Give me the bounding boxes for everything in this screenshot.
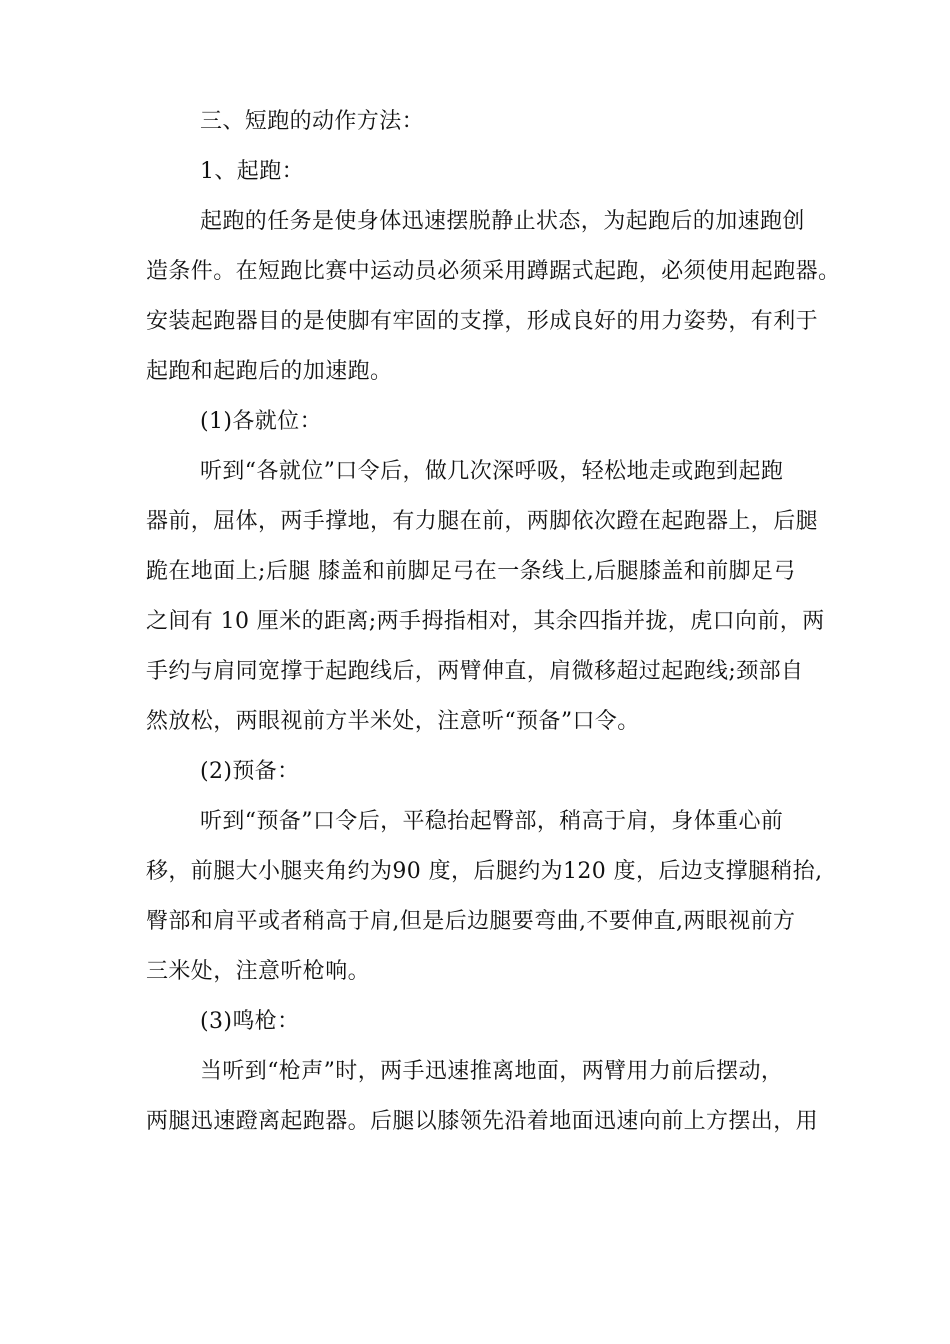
paragraph-line: 之间有 10 厘米的距离;两手拇指相对，其余四指并拢，虎口向前，两 — [146, 609, 825, 634]
paragraph-line: 跪在地面上;后腿 膝盖和前脚足弓在一条线上,后腿膝盖和前脚足弓 — [146, 559, 796, 584]
step-title: (3)鸣枪： — [200, 1009, 300, 1034]
paragraph-line: 听到“各就位”口令后，做几次深呼吸，轻松地走或跑到起跑 — [200, 459, 784, 484]
paragraph-line: 两腿迅速蹬离起跑器。后腿以膝领先沿着地面迅速向前上方摆出，用 — [146, 1109, 819, 1134]
paragraph-line: 手约与肩同宽撑于起跑线后，两臂伸直，肩微移超过起跑线;颈部自 — [146, 659, 804, 684]
paragraph-line: 起跑的任务是使身体迅速摆脱静止状态，为起跑后的加速跑创 — [200, 209, 805, 234]
paragraph-line: 器前，屈体，两手撑地，有力腿在前，两脚依次蹬在起跑器上，后腿 — [146, 509, 819, 534]
paragraph-line: 三米处，注意听枪响。 — [146, 959, 371, 984]
paragraph-line: 然放松，两眼视前方半米处，注意听“预备”口令。 — [146, 709, 640, 734]
paragraph-line: 安装起跑器目的是使脚有牢固的支撑，形成良好的用力姿势，有利于 — [146, 309, 819, 334]
paragraph-line: 臀部和肩平或者稍高于肩,但是后边腿要弯曲,不要伸直,两眼视前方 — [146, 909, 796, 934]
subsection-heading: 1、起跑： — [200, 159, 304, 184]
paragraph-line: 造条件。在短跑比赛中运动员必须采用蹲踞式起跑，必须使用起跑器。 — [146, 259, 841, 284]
step-title: (2)预备： — [200, 759, 300, 784]
paragraph-line: 起跑和起跑后的加速跑。 — [146, 359, 393, 384]
paragraph-line: 听到“预备”口令后，平稳抬起臀部，稍高于肩，身体重心前 — [200, 809, 784, 834]
paragraph-line: 移，前腿大小腿夹角约为90 度，后腿约为120 度，后边支撑腿稍抬, — [146, 859, 823, 884]
paragraph-line: 当听到“枪声”时，两手迅速推离地面，两臂用力前后摆动， — [200, 1059, 784, 1084]
step-title: (1)各就位： — [200, 409, 322, 434]
section-heading: 三、短跑的动作方法： — [200, 109, 425, 134]
